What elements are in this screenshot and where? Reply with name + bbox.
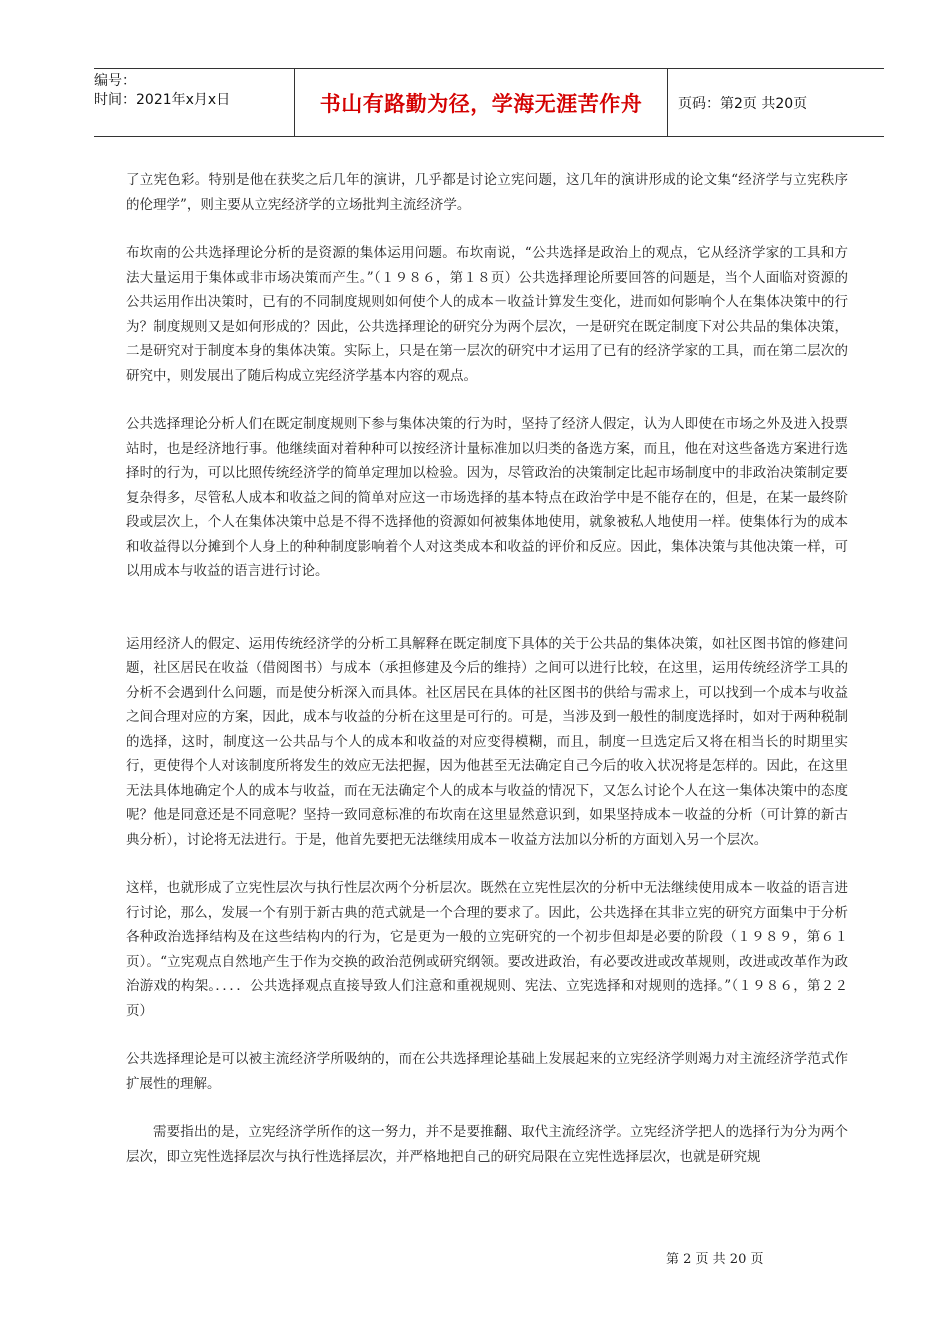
header-meta — [94, 69, 295, 136]
header-page-cell — [668, 69, 884, 136]
paragraph: 这样，也就形成了立宪性层次与执行性层次两个分析层次。既然在立宪性层次的分析中无法继续使用成本－收益的语言进行讨论，那么，发展一个有别于新古典的范式就是一个合理的要求了。因此，公共选择在其非立宪的研究方面集中于分析各种政治选择结构及在这些结构内的行为，它是更为一般的立宪研究的一个初步但却是必要的阶段（１９８９，第６１页）。“立宪观点自然地产生于作为交换的政治范例或研究纲领。要改进政治，有必要改进或改革规则，改进或改革作为政治游戏的构架。．．．．公共选择观点直接导致人们注意和重视规则、宪法、立宪选择和对规则的选择。”（１９８６，第２２页） — [126, 880, 848, 1019]
paragraph: 公共选择理论分析人们在既定制度规则下参与集体决策的行为时，坚持了经济人假定，认为人即使在市场之外及进入投票站时，也是经济地行事。他继续面对着种种可以按经济计量标准加以归类的备选方案，而且，他在对这些备选方案进行选择时的行为，可以比照传统经济学的简单定理加以检验。因为，尽管政治的决策制定比起市场制度中的非政治决策制定要复杂得多，尽管私人成本和收益之间的简单对应这一市场选择的基本特点在政治学中是不能存在的，但是，在某一最终阶段或层次上，个人在集体决策中总是不得不选择他的资源如何被集体地使用，就象被私人地使用一样。使集体行为的成本和收益得以分摊到个人身上的种种制度影响着个人对这类成本和收益的评价和反应。因此，集体决策与其他决策一样，可以用成本与收益的语言进行讨论。 — [126, 416, 848, 579]
paragraph: 布坎南的公共选择理论分析的是资源的集体运用问题。布坎南说，“公共选择是政治上的观点，它从经济学家的工具和方法大量运用于集体或非市场决策而产生。”（１９８６，第１８页）公共选择理论所要回答的问题是，当个人面临对资源的公共运用作出决策时，已有的不同制度规则如何使个人的成本－收益计算发生变化，进而如何影响个人在集体决策中的行为？制度规则又是如何形成的？因此，公共选择理论的研究分为两个层次，一是研究在既定制度下对公共品的集体决策，二是研究对于制度本身的集体决策。实际上，只是在第一层次的研究中才运用了已有的经济学家的工具，而在第二层次的研究中，则发展出了随后构成立宪经济学基本内容的观点。 — [126, 245, 848, 384]
header-page-number: 页码：第2页 共20页 — [678, 95, 808, 112]
paragraph: 需要指出的是，立宪经济学所作的这一努力，并不是要推翻、取代主流经济学。立宪经济学把人的选择行为分为两个层次，即立宪性选择层次与执行性选择层次，并严格地把自己的研究局限在立宪性选择层次，也就是研究规 — [126, 1124, 848, 1165]
document-number-label: 编号： — [94, 73, 136, 89]
paragraph: 了立宪色彩。特别是他在获奖之后几年的演讲，几乎都是讨论立宪问题，这几年的演讲形成的论文集“经济学与立宪秩序的伦理学”，则主要从立宪经济学的立场批判主流经济学。 — [126, 172, 848, 213]
paragraph: 运用经济人的假定、运用传统经济学的分析工具解释在既定制度下具体的关于公共品的集体决策，如社区图书馆的修建问题，社区居民在收益（借阅图书）与成本（承担修建及今后的维持）之间可以进行比较，在这里，运用传统经济学工具的分析不会遇到什么问题，而是使分析深入而具体。社区居民在具体的社区图书的供给与需求上，可以找到一个成本与收益之间合理对应的方案，因此，成本与收益的分析在这里是可行的。可是，当涉及到一般性的制度选择时，如对于两种税制的选择，这时，制度这一公共品与个人的成本和收益的对应变得模糊，而且，制度一旦选定后又将在相当长的时期里实行，更使得个人对该制度所将发生的效应无法把握，因为他甚至无法确定自己今后的收入状况将是怎样的。因此，在这里无法具体地确定个人的成本与收益，而在无法确定个人的成本与收益的情况下，又怎么讨论个人在这一集体决策中的态度呢？他是同意还是不同意呢？坚持一致同意标准的布坎南在这里显然意识到，如果坚持成本－收益的分析（可计算的新古典分析），讨论将无法进行。于是，他首先要把无法继续用成本－收益方法加以分析的方面划入另一个层次。 — [126, 635, 848, 848]
header-motto-cell — [295, 69, 668, 136]
page-footer: 第 2 页 共 20 页 — [666, 1252, 764, 1267]
header-motto: 书山有路勤为径，学海无涯苦作舟 — [319, 91, 643, 116]
paragraph: 公共选择理论是可以被主流经济学所吸纳的，而在公共选择理论基础上发展起来的立宪经济学则竭力对主流经济学范式作扩展性的理解。 — [126, 1051, 848, 1092]
document-body — [126, 168, 848, 1169]
page-header — [94, 68, 884, 137]
document-time: 时间：2021年x月x日 — [94, 92, 231, 108]
